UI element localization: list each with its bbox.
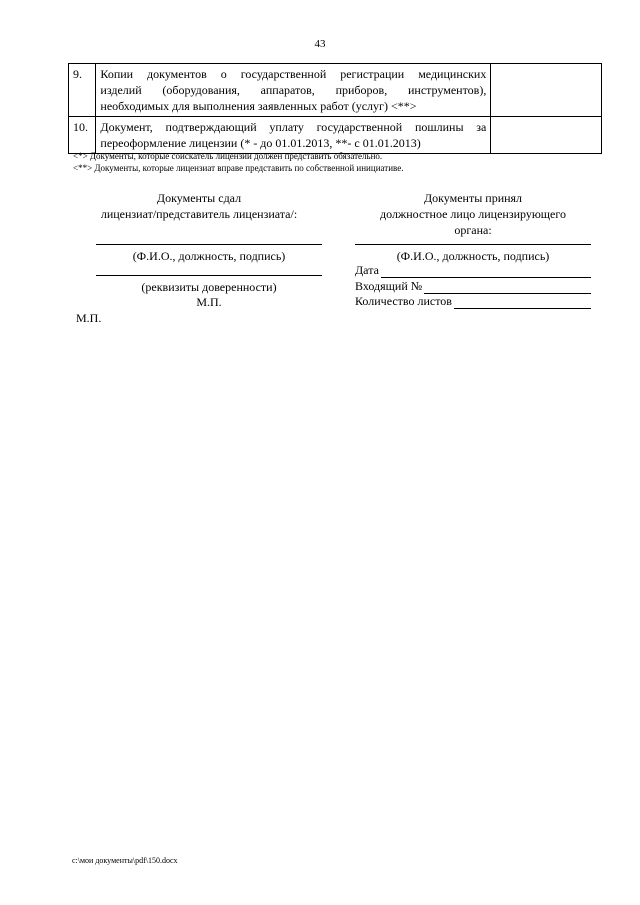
row-note-cell: [491, 64, 602, 117]
table-row: [69, 64, 602, 117]
submitted-heading-line: Документы сдал: [156, 191, 242, 205]
power-of-attorney-line: [96, 275, 322, 276]
row-description-line: Документ, подтверждающий уплату государственной пошлины за: [100, 120, 487, 134]
incoming-number-underline: [424, 282, 591, 294]
row-number: 9.: [69, 64, 96, 117]
submitter-fio-caption: (Ф.И.О., должность, подпись): [132, 249, 286, 263]
row-note-cell: [491, 117, 602, 154]
footnote-optional: <**> Документы, которые лицензиат вправе представить по собственной инициативе.: [73, 163, 404, 173]
footer-file-path: c:\мои документы\pdf\150.docx: [72, 856, 178, 865]
date-field: [355, 263, 591, 278]
row-description-line: Копии документов о государственной регистрации медицинских: [100, 67, 487, 81]
row-description: [96, 64, 491, 117]
power-of-attorney-caption: (реквизиты доверенности): [141, 280, 277, 294]
row-number: 10.: [69, 117, 96, 154]
sheet-count-label: Количество листов: [355, 294, 452, 308]
footnote-mandatory: <*> Документы, которые соискатель лицензии должен представить обязательно.: [73, 151, 383, 161]
table-row: [69, 117, 602, 154]
row-description: [96, 117, 491, 154]
received-heading-line: должностное лицо лицензирующего: [380, 207, 566, 221]
stamp-mark-left: М.П.: [76, 311, 102, 325]
receiver-fio-caption: (Ф.И.О., должность, подпись): [396, 249, 550, 263]
documents-table: [68, 63, 602, 154]
submitted-heading-line: лицензиат/представитель лицензиата/:: [100, 207, 298, 221]
stamp-mark-center: М.П.: [196, 295, 222, 309]
received-heading-line: органа:: [454, 223, 492, 237]
submitter-signature-line: [96, 244, 322, 245]
row-description-line: необходимых для выполнения заявленных работ (услуг) <**>: [100, 99, 417, 113]
sheet-count-underline: [454, 297, 591, 309]
submitted-heading: [68, 190, 330, 222]
date-label: Дата: [355, 263, 379, 277]
incoming-number-label: Входящий №: [355, 279, 423, 293]
receiver-signature-line: [355, 244, 591, 245]
received-heading-line: Документы принял: [423, 191, 523, 205]
incoming-number-field: [355, 279, 591, 294]
row-description-line: изделий (оборудования, аппаратов, приборов, инструментов),: [100, 83, 487, 97]
date-underline: [381, 266, 591, 278]
sheet-count-field: [355, 294, 591, 309]
row-description-line: переоформление лицензии (* - до 01.01.2013, **- с 01.01.2013): [100, 136, 421, 150]
page-number: 43: [314, 38, 326, 50]
received-heading: [355, 190, 591, 238]
